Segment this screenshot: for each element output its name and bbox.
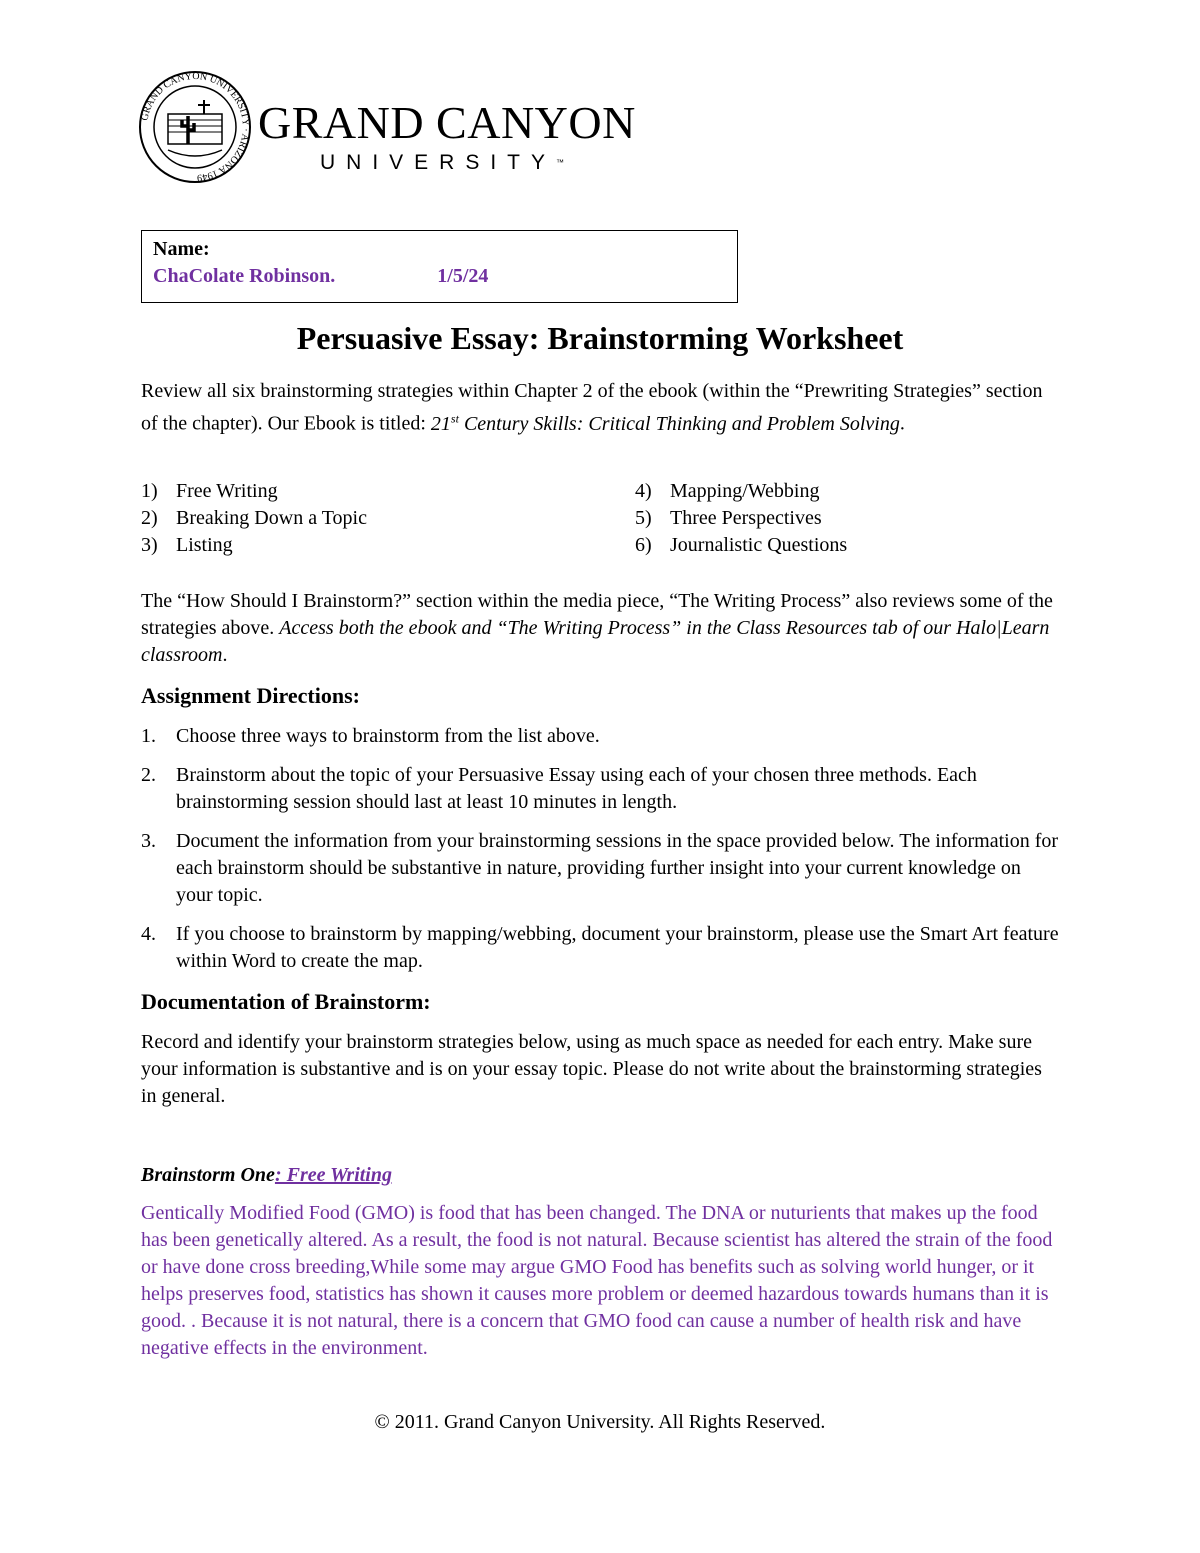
documentation-heading: Documentation of Brainstorm: [141, 989, 431, 1014]
brainstorm-one-body: Gentically Modified Food (GMO) is food that has been changed. The DNA or nuturients that makes up the food has been genetically altered. As a result, the food is not natural. Because scientist has altered the strain of the food or have done cross breeding,While some may argue GMO Food has benefits such as solving world hunger, or it helps preserves food, statistics has shown it causes more problem or deemed hazardous towards humans than it is good. . Because it is not natural, there is a concern that GMO food can cause a number of health risk and have negative effects in the environment. [141, 1202, 1053, 1359]
direction-item: 2. Brainstorm about the topic of your Persuasive Essay using each of your chosen three methods. Each brainstorming session should last at least 10 minutes in length. [141, 764, 977, 813]
ebook-title: 21st Century Skills: Critical Thinking and Problem Solving [430, 411, 900, 435]
name-row [153, 261, 726, 291]
direction-item: 3. Document the information from your brainstorming sessions in the space provided below. The information for each brainstorm should be substantive in nature, providing further insight into your current knowledge on your topic. [141, 830, 1059, 906]
name-label: Name: [153, 238, 210, 260]
direction-item: 4. If you choose to brainstorm by mapping/webbing, document your brainstorm, please use the Smart Art feature within Word to create the map. [141, 923, 1059, 972]
strategy-item: 1) Free Writing [141, 480, 278, 502]
university-name-line2: UNIVERSITY™ [320, 151, 565, 174]
name-box [141, 230, 738, 303]
assignment-directions-list [141, 723, 1061, 987]
university-logo [138, 70, 636, 190]
student-name: ChaColate Robinson. [153, 265, 336, 287]
page-title: Persuasive Essay: Brainstorming Worksheet [296, 320, 904, 356]
media-paragraph: The “How Should I Brainstorm?” section within the media piece, “The Writing Process” also reviews some of the strategies above. Access both the ebook and “The Writing Process” in the Class Resources tab of our Halo|Learn classroom. [141, 590, 1053, 666]
strategy-item: 2) Breaking Down a Topic [141, 507, 367, 529]
university-seal-icon [138, 70, 252, 184]
brainstorm-one-heading [141, 1162, 392, 1189]
trademark-symbol: ™ [556, 158, 565, 167]
strategy-item: 3) Listing [141, 534, 233, 556]
documentation-paragraph: Record and identify your brainstorm strategies below, using as much space as needed for each entry. Make sure your information is substantive and is on your essay topic. Please do not write about the brainstorming strategies in general. [141, 1031, 1042, 1107]
media-instructions: Access both the ebook and “The Writing Process” in the Class Resources tab of our Halo|Learn classroom [141, 617, 1050, 666]
copyright-footer: © 2011. Grand Canyon University. All Rights Reserved. [374, 1411, 826, 1433]
university-name-line1: GRAND CANYON [258, 97, 636, 148]
brainstorm-one-method: : Free Writing [274, 1164, 392, 1186]
strategy-item: 5) Three Perspectives [635, 507, 822, 529]
university-wordmark [258, 97, 636, 176]
svg-text:GRAND CANYON UNIVERSITY · ARIZ: GRAND CANYON UNIVERSITY · ARIZONA 1949 [139, 70, 252, 183]
strategy-item: 6) Journalistic Questions [635, 534, 848, 556]
submission-date: 1/5/24 [437, 265, 489, 287]
assignment-directions-heading: Assignment Directions: [141, 683, 360, 708]
strategies-column-left [141, 478, 367, 559]
strategy-item: 4) Mapping/Webbing [635, 480, 820, 502]
intro-paragraph: Review all six brainstorming strategies within Chapter 2 of the ebook (within the “Prewriting Strategies” section of the chapter). Our Ebook is titled: 21st Century Skills: Critical Thinking and Problem Solving. [141, 380, 1043, 435]
strategies-column-right [635, 478, 847, 559]
brainstorm-one-label: Brainstorm One [141, 1164, 275, 1186]
direction-item: 1. Choose three ways to brainstorm from the list above. [141, 725, 600, 747]
